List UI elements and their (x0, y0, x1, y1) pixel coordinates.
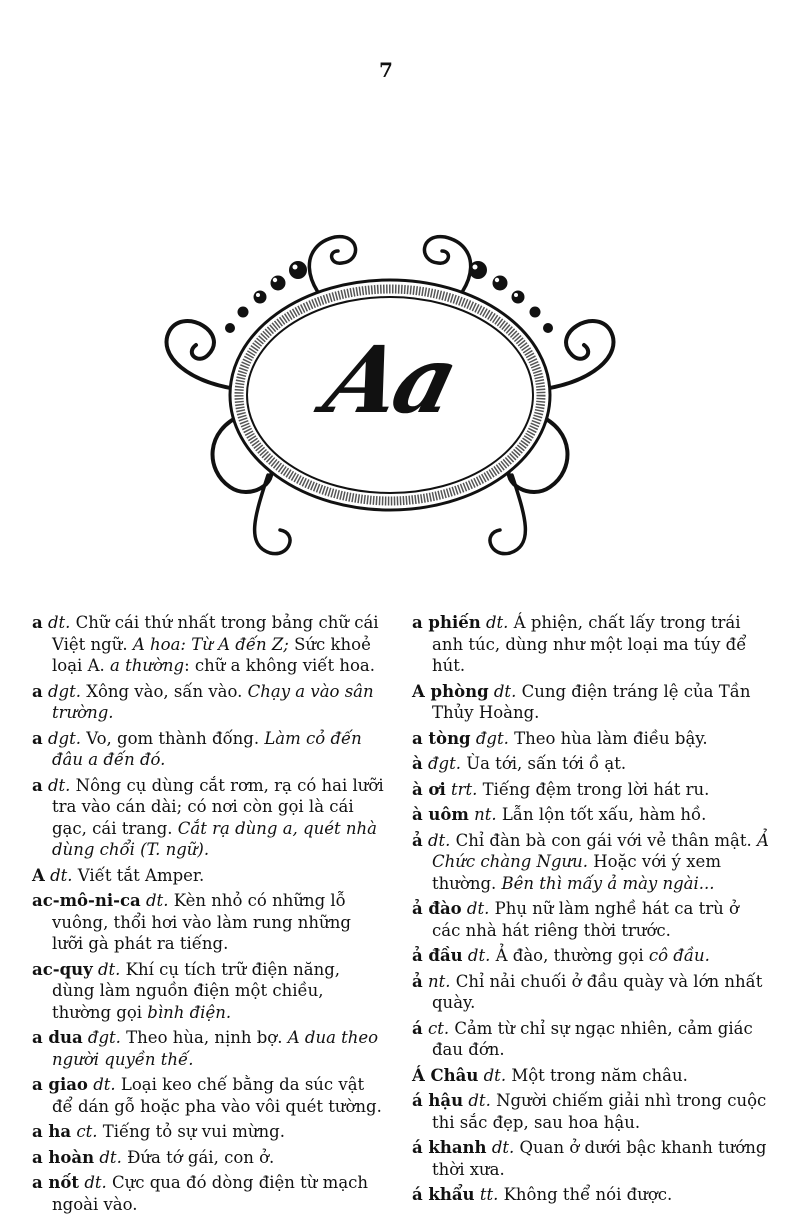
entry-part-of-speech: dt. (485, 613, 509, 632)
dictionary-entry (412, 945, 772, 967)
dictionary-entry (32, 890, 384, 955)
entry-part-of-speech: dt. (97, 959, 121, 979)
entry-definition: Kèn nhỏ có những lỗ vuông, thổi hơi vào làm rung những lưỡi gà phát ra tiếng. (52, 891, 351, 953)
entry-definition: Một trong năm châu. (506, 1065, 688, 1085)
entry-example: Bên thì mấy ả mày ngài... (501, 873, 715, 893)
entry-part-of-speech: dt. (493, 681, 517, 701)
entry-part-of-speech: dt. (427, 830, 451, 850)
entry-example: A dua theo người quyền thế. (52, 1028, 379, 1069)
dictionary-entry (412, 753, 772, 775)
entry-definition: Phụ nữ làm nghề hát ca trù ở các nhà hát riêng thời trước. (432, 899, 739, 940)
section-letter-ornament (150, 215, 630, 560)
entry-headword: a tòng (412, 728, 471, 748)
entry-definition: Cực qua đó dòng điện từ mạch ngoài vào. (52, 1173, 369, 1214)
entry-definition: Xông vào, sấn vào. (80, 681, 248, 701)
dictionary-entry (412, 1065, 772, 1087)
entry-example: a thường (109, 656, 185, 675)
entry-part-of-speech: ct. (76, 1122, 98, 1141)
entry-headword: a (32, 613, 43, 632)
entries-column-right (412, 612, 772, 1210)
entry-part-of-speech: dt. (483, 1065, 507, 1085)
entry-headword: Á Châu (412, 1065, 479, 1085)
entry-example: Làm cỏ đến đâu a đến đó. (52, 728, 362, 769)
entry-definition: Cảm từ chỉ sự ngạc nhiên, cảm giác đau đớn. (432, 1018, 753, 1059)
entry-headword: ả (412, 830, 423, 850)
entry-part-of-speech: ct. (427, 1018, 450, 1038)
dictionary-entry (32, 1147, 384, 1169)
entry-definition: Chỉ đàn bà con gái với vẻ thân mật. (450, 830, 757, 850)
entry-example: Ả Chức chàng Ngưu. (432, 830, 769, 871)
entry-part-of-speech: dt. (467, 946, 491, 965)
dictionary-entry (32, 959, 384, 1024)
entry-headword: à ơi (412, 779, 446, 799)
entry-headword: A phòng (412, 681, 489, 701)
entry-definition: Nông cụ dùng cắt rơm, rạ có hai lưỡi tra vào cán dài; có nơi còn gọi là cái gạc, cái trang. (52, 775, 384, 838)
entry-part-of-speech: dt. (47, 775, 71, 795)
entry-part-of-speech: dt. (468, 1091, 491, 1110)
entry-definition: Đứa tớ gái, con ở. (121, 1147, 275, 1167)
entry-headword: ac-mô-ni-ca (32, 891, 141, 910)
dictionary-entry (32, 1121, 384, 1143)
entry-definition: Tiếng đệm trong lời hát ru. (477, 779, 710, 799)
dictionary-entry (32, 728, 384, 771)
entry-definition: Lẫn lộn tốt xấu, hàm hồ. (496, 805, 707, 824)
entry-headword: A (32, 865, 45, 885)
dictionary-entry (412, 612, 772, 677)
dictionary-entry (412, 898, 772, 941)
entry-part-of-speech: đgt. (87, 1028, 121, 1047)
dictionary-entry (412, 1090, 772, 1133)
dictionary-entry (32, 775, 384, 861)
entry-headword: a (32, 681, 43, 701)
entry-headword: à (412, 754, 423, 773)
entry-definition: Theo hùa làm điều bậy. (508, 728, 708, 748)
entry-definition: Không thể nói được. (498, 1185, 673, 1204)
entry-headword: á khẩu (412, 1185, 475, 1204)
entry-part-of-speech: trt. (450, 779, 478, 799)
entry-definition: Chỉ nải chuối ở đầu quày và lớn nhất quày. (432, 971, 763, 1012)
entry-headword: a phiến (412, 613, 481, 632)
entry-example: Chạy a vào sân trường. (52, 681, 374, 722)
entry-example: Cắt rạ dùng a, quét nhà dùng chổi (T. ngữ). (52, 818, 377, 859)
entry-definition: Ả đào, thường gọi (490, 946, 649, 965)
page-number: 7 (379, 58, 393, 82)
entry-headword: a hoàn (32, 1147, 95, 1167)
entry-definition: : chữ a không viết hoa. (184, 656, 375, 675)
entry-part-of-speech: nt. (474, 805, 497, 824)
dictionary-entry (412, 728, 772, 750)
entry-definition: Á phiện, chất lấy trong trái anh túc, dùng như một loại ma túy để hút. (432, 613, 747, 675)
entry-headword: a (32, 775, 43, 795)
entry-definition: Viết tắt Amper. (72, 865, 205, 885)
entry-headword: a nốt (32, 1173, 80, 1192)
dictionary-entry (32, 1172, 384, 1215)
dictionary-entry (32, 865, 384, 887)
entry-example: A hoa: Từ A đến Z; (132, 634, 289, 654)
dictionary-entry (412, 1137, 772, 1180)
entry-headword: á khanh (412, 1138, 487, 1157)
entry-part-of-speech: dt. (84, 1173, 107, 1192)
entry-definition: Ùa tới, sấn tới ồ ạt. (460, 754, 627, 773)
entry-part-of-speech: dgt. (47, 728, 81, 748)
entries-column-left (32, 612, 384, 1219)
entry-headword: a (32, 728, 43, 748)
entry-part-of-speech: dt. (146, 891, 169, 910)
entry-part-of-speech: dt. (93, 1075, 116, 1094)
entry-definition: Vo, gom thành đống. (80, 728, 265, 748)
entry-part-of-speech: dt. (99, 1147, 122, 1167)
entry-part-of-speech: nt. (427, 971, 451, 991)
entry-definition: Loại keo chế bằng da súc vật để dán gỗ hoặc pha vào vôi quét tường. (52, 1075, 382, 1116)
entry-headword: á (412, 1018, 423, 1038)
entry-headword: à uôm (412, 805, 469, 824)
dictionary-entry (412, 1018, 772, 1061)
entry-definition: Tiếng tỏ sự vui mừng. (97, 1122, 285, 1141)
dictionary-entry (32, 681, 384, 724)
entry-headword: a dua (32, 1028, 83, 1047)
entry-part-of-speech: dgt. (47, 681, 81, 701)
entry-definition: Người chiếm giải nhì trong cuộc thi sắc đẹp, sau hoa hậu. (432, 1091, 767, 1132)
dictionary-entry (412, 779, 772, 801)
entry-part-of-speech: đgt. (475, 728, 509, 748)
entry-part-of-speech: dt. (466, 899, 490, 918)
entry-definition: Quan ở dưới bậc khanh tướng thời xưa. (432, 1138, 767, 1179)
entry-part-of-speech: đgt. (427, 754, 461, 773)
entry-part-of-speech: dt. (50, 865, 73, 885)
dictionary-entry (32, 1074, 384, 1117)
section-letter: Aa (315, 326, 465, 434)
entry-definition: Sức khoẻ loại A. (52, 634, 371, 675)
dictionary-entry (412, 1184, 772, 1206)
entry-headword: ac-quy (32, 959, 93, 979)
entry-headword: a giao (32, 1075, 88, 1094)
entry-definition: Khí cụ tích trữ điện năng, dùng làm nguồn điện một chiều, thường gọi (52, 959, 341, 1022)
entry-part-of-speech: tt. (479, 1185, 499, 1204)
entry-headword: a ha (32, 1122, 72, 1141)
dictionary-entry (412, 830, 772, 895)
dictionary-entry (412, 804, 772, 826)
dictionary-entry (32, 612, 384, 677)
entry-definition: Cung điện tráng lệ của Tần Thủy Hoàng. (432, 681, 751, 722)
dictionary-entry (412, 971, 772, 1014)
entry-example: bình điện. (147, 1002, 232, 1022)
entry-definition: Hoặc với ý xem thường. (432, 852, 721, 893)
entry-headword: ả đào (412, 899, 462, 918)
dictionary-entry (32, 1027, 384, 1070)
entry-definition: Theo hùa, nịnh bợ. (120, 1028, 288, 1047)
dictionary-entry (412, 681, 772, 724)
entry-headword: ả đầu (412, 946, 463, 965)
entry-definition: Chữ cái thứ nhất trong bảng chữ cái Việt ngữ. (52, 613, 379, 654)
entry-part-of-speech: dt. (491, 1138, 515, 1157)
entry-headword: á hậu (412, 1091, 464, 1110)
entry-example: cô đầu. (648, 946, 710, 965)
entry-part-of-speech: dt. (47, 613, 71, 632)
entry-headword: ả (412, 971, 423, 991)
